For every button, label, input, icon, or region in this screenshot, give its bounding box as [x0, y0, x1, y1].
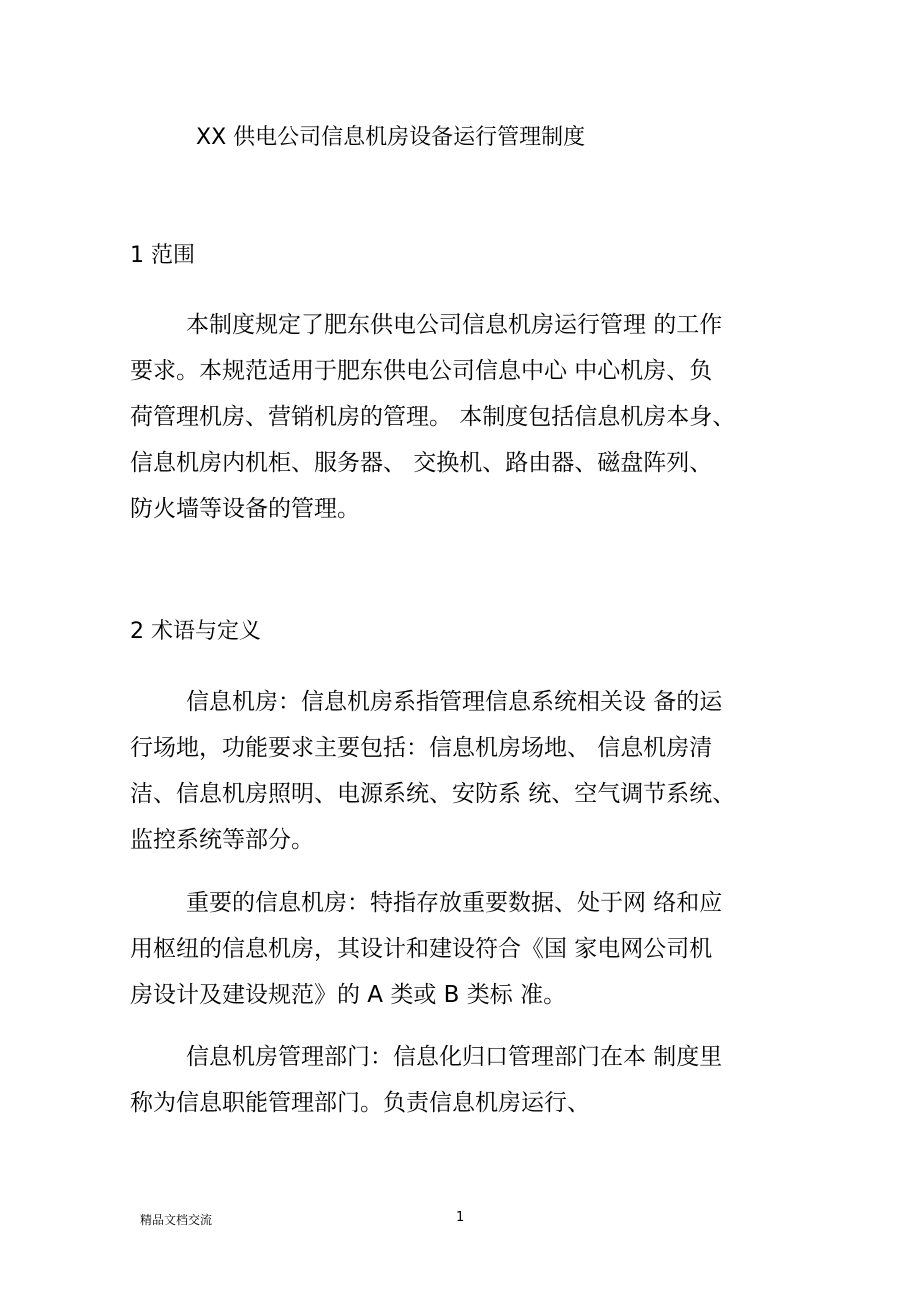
paragraph-line: 防火墙等设备的管理。: [130, 496, 360, 522]
paragraph-scope: [130, 302, 780, 532]
paragraph-line: 用枢纽的信息机房，其设计和建设符合《国 家电网公司机: [130, 936, 713, 962]
document-title: XX 供电公司信息机房设备运行管理制度: [196, 125, 586, 150]
paragraph-line: 信息机房管理部门：信息化归口管理部门在本 制度里: [186, 1044, 723, 1070]
paragraph-line: 洁、信息机房照明、电源系统、安防系 统、空气调节系统、: [130, 781, 736, 807]
paragraph-info-room-definition: [130, 679, 780, 863]
paragraph-line: 荷管理机房、营销机房的管理。 本制度包括信息机房本身、: [130, 404, 736, 430]
paragraph-management-dept-definition: [130, 1034, 780, 1126]
paragraph-line: 信息机房：信息机房系指管理信息系统相关设 备的运: [186, 689, 723, 715]
footer-label: 精品文档交流: [140, 1213, 213, 1227]
paragraph-line: 要求。本规范适用于肥东供电公司信息中心 中心机房、负: [130, 358, 713, 384]
section-heading-scope: 1 范围: [130, 243, 195, 268]
page-number: 1: [456, 1210, 465, 1225]
paragraph-line: 房设计及建设规范》的 A 类或 B 类标 准。: [130, 982, 567, 1008]
paragraph-line: 本制度规定了肥东供电公司信息机房运行管理 的工作: [186, 312, 723, 338]
paragraph-line: 重要的信息机房：特指存放重要数据、处于网 络和应: [186, 890, 723, 916]
paragraph-line: 信息机房内机柜、服务器、 交换机、路由器、磁盘阵列、: [130, 450, 713, 476]
section-heading-terms: 2 术语与定义: [130, 619, 261, 644]
paragraph-line: 监控系统等部分。: [130, 827, 314, 853]
paragraph-important-room-definition: [130, 880, 780, 1018]
paragraph-line: 称为信息职能管理部门。负责信息机房运行、: [130, 1090, 590, 1116]
paragraph-line: 行场地，功能要求主要包括：信息机房场地、 信息机房清: [130, 735, 713, 761]
